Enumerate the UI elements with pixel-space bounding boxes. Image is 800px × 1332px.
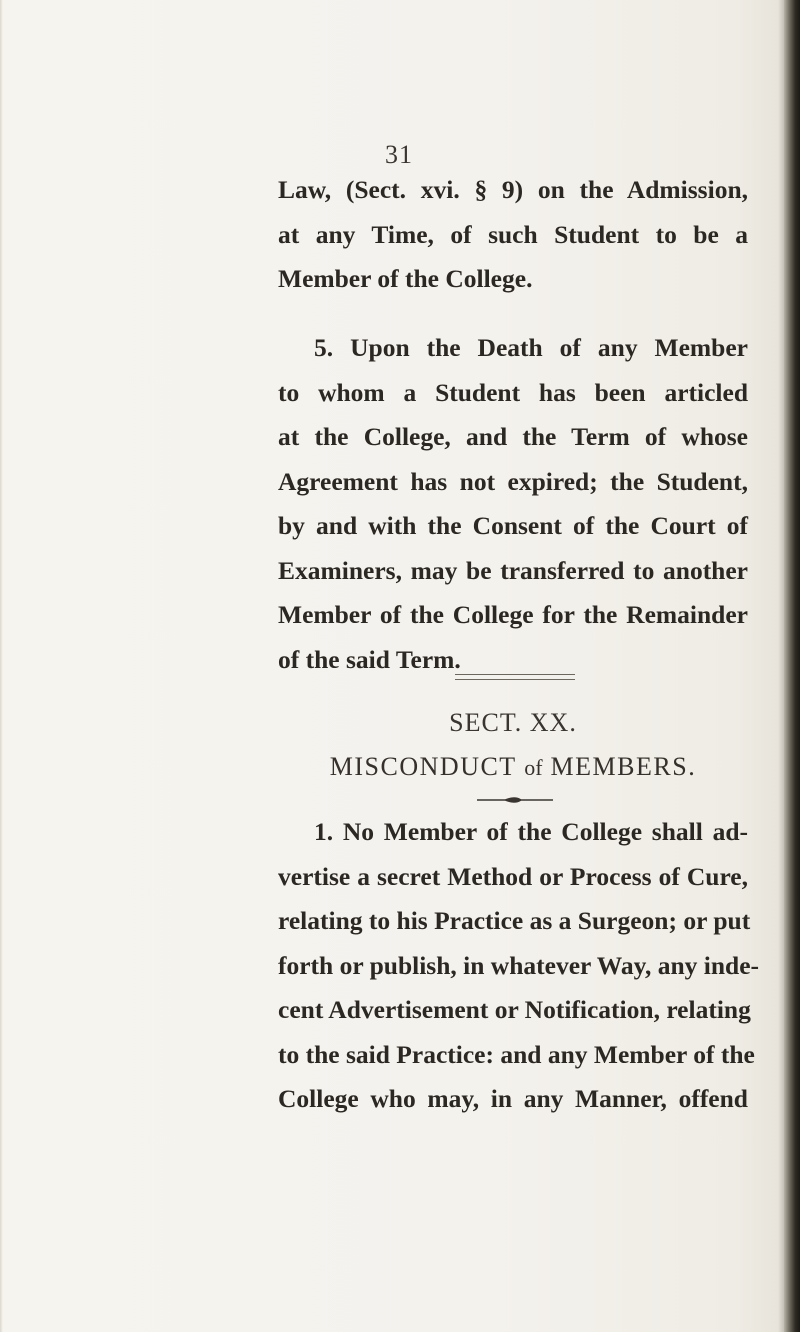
paragraph-clause-5 [278,326,748,682]
text-line: of the said Term. [278,644,461,674]
text-line: forth or publish, in whatever Way, any inde- [278,950,760,980]
page-left-edge [0,0,3,1332]
text-line: to the said Practice: and any Member of the [278,1039,755,1069]
section-divider-rule [455,674,575,680]
text-line: at any Time, of such Student to be a [278,219,748,249]
text-line: Law, (Sect. xvi. § 9) on the Admission, [278,175,748,204]
paragraph-clause-1 [278,810,760,1122]
heading-word: MISCONDUCT [329,752,517,781]
text-line: 1. No Member of the College shall ad- [314,817,748,846]
text-line: Member of the College for the Remainder [278,600,748,629]
text-line: Examiners, may be transferred to another [278,555,748,585]
page-number: 31 [385,140,413,169]
heading-connector: of [524,755,543,780]
text-line: Agreement has not expired; the Student, [278,466,748,496]
paragraph-continuation [278,168,748,302]
heading-word: MEMBERS. [550,752,697,781]
text-line: vertise a secret Method or Process of Cure, [278,861,748,891]
section-label: SECT. XX. [449,708,577,737]
text-line: by and with the Consent of the Court of [278,511,748,540]
text-line: 5. Upon the Death of any Member [314,333,748,362]
book-spine-edge [784,0,800,1332]
text-line: Member of the College. [278,264,533,293]
ornament-dash-icon [475,795,555,805]
text-line: cent Advertisement or Notification, relating [278,995,751,1024]
text-line: to whom a Student has been articled [278,377,748,407]
text-line: at the College, and the Term of whose [278,422,748,451]
section-heading [278,752,748,782]
text-line: relating to his Practice as a Surgeon; or put [278,906,751,935]
text-line: College who may, in any Manner, offend [278,1084,748,1113]
